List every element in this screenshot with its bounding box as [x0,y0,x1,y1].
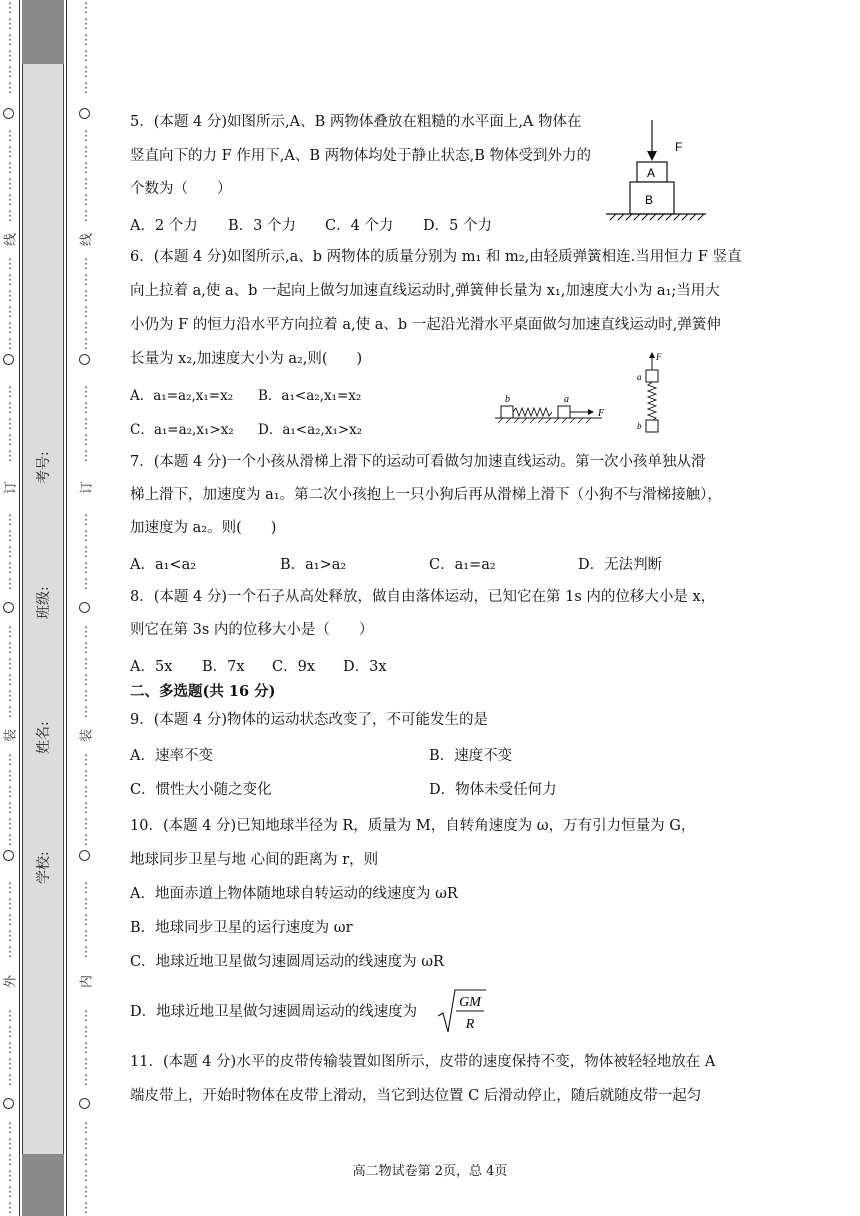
binding-dot-mark: ⋮ [3,177,17,192]
binding-dot-mark: ⋮ [3,209,17,224]
q6-label-b: b [505,394,510,405]
q10-option-d: D．地球近地卫星做匀速圆周运动的线速度为 [130,1004,418,1020]
q6-label-a: a [564,394,569,405]
binding-dot-mark: ⋮ [79,81,93,96]
section-title-multiple-choice: 二、多选题(共 16 分) [130,683,276,700]
q9-option-c: C．惯性大小随之变化 [130,782,272,798]
binding-dot-mark: ⋮ [3,33,17,48]
binding-dot-mark: ⋮ [3,1169,17,1184]
binding-dot-mark: ⋮ [79,129,93,144]
binding-dot-mark: ⋮ [3,769,17,784]
binding-dot-mark: ⋮ [79,65,93,80]
binding-dot-mark: ⋮ [79,577,93,592]
binding-strip [22,0,64,1216]
binding-dot-mark: ⋮ [79,625,93,640]
q7-option-b: B．a₁>a₂ [280,557,347,573]
binding-dot-mark: ⋮ [79,33,93,48]
binding-dot-mark: ⋮ [79,193,93,208]
binding-dot-mark: ⋮ [3,257,17,272]
q6-line3: 小仍为 F 的恒力沿水平方向拉着 a,使 a、b 一起沿光滑水平桌面做匀加速直线运动时,弹簧伸 [130,317,721,333]
binding-dot-mark: ⋮ [79,897,93,912]
binding-dot-mark: ⋮ [3,1185,17,1200]
inner-char-zhuang: 装 [79,729,95,743]
q6-option-a: A．a₁=a₂,x₁=x₂ [130,388,234,404]
binding-dot-mark: ⋮ [3,1121,17,1136]
binding-dot-mark: ⋮ [79,1041,93,1056]
binding-dot-mark: ⋮ [3,1137,17,1152]
binding-dot-mark: ⋮ [79,913,93,928]
binding-dot-mark: ⋮ [79,1137,93,1152]
binding-dot-mark: ⋮ [3,417,17,432]
binding-dot-mark: ⋮ [3,49,17,64]
q9-option-a: A．速率不变 [130,748,213,764]
binding-dot-mark: ⋮ [79,401,93,416]
q9-line1: 9．(本题 4 分)物体的运动状态改变了，不可能发生的是 [130,712,488,728]
binding-dot-mark: ⋮ [3,689,17,704]
inner-char-ding: 订 [79,481,95,495]
binding-dot-mark: ⋮ [79,433,93,448]
binding-dot-mark: ⋮ [79,321,93,336]
binding-dot-mark: ⋮ [3,17,17,32]
binding-dot-mark: ⋮ [3,673,17,688]
binding-dot-mark: ⋮ [79,673,93,688]
binding-dot-mark: ⋮ [3,1009,17,1024]
binding-dot-mark: ⋮ [3,145,17,160]
inner-char-xian: 线 [79,233,95,247]
binding-dot-mark: ⋮ [79,449,93,464]
binding-dot-mark: ⋮ [3,641,17,656]
binding-dot-mark: ⋮ [3,161,17,176]
binding-hole-circle [79,354,90,365]
binding-dot-mark: ⋮ [3,129,17,144]
binding-dot-mark: ⋮ [79,1201,93,1216]
binding-dot-mark: ⋮ [3,929,17,944]
binding-dot-mark: ⋮ [79,209,93,224]
binding-dot-mark: ⋮ [79,529,93,544]
q10-option-a: A．地面赤道上物体随地球自转运动的线速度为 ωR [130,886,458,902]
binding-dot-mark: ⋮ [3,529,17,544]
q8-option-b: B．7x [202,659,245,675]
q5-line3: 个数为（ ） [130,181,232,197]
binding-dot-mark: ⋮ [3,1025,17,1040]
binding-dot-mark: ⋮ [79,641,93,656]
binding-dot-mark: ⋮ [79,17,93,32]
inner-char-nei: 内 [79,975,95,989]
q6-label-f: F [598,408,605,419]
binding-dot-mark: ⋮ [79,257,93,272]
q6-option-b: B．a₁<a₂,x₁=x₂ [258,388,362,404]
q6-spring-figure [490,350,680,435]
binding-hole-circle [3,108,14,119]
binding-dot-mark: ⋮ [3,577,17,592]
q10-line1: 10．(本题 4 分)已知地球半径为 R，质量为 M，自转角速度为 ω，万有引力恒量为 G， [130,818,696,834]
binding-dot-mark: ⋮ [79,1,93,16]
binding-dot-mark: ⋮ [3,385,17,400]
binding-dot-mark: ⋮ [3,513,17,528]
binding-dot-mark: ⋮ [3,801,17,816]
q6-line4: 长量为 x₂,加速度大小为 a₂,则( ) [130,351,363,367]
binding-dot-mark: ⋮ [79,801,93,816]
label-class: 班级: [36,586,52,619]
binding-line-right [66,0,67,1216]
q5-line1: 5．(本题 4 分)如图所示,A、B 两物体叠放在粗糙的水平面上,A 物体在 [130,114,582,130]
q8-option-c: C．9x [272,659,315,675]
q5-block-a-label: A [647,166,656,180]
binding-dot-mark: ⋮ [79,945,93,960]
binding-dot-mark: ⋮ [79,417,93,432]
q7-option-c: C．a₁=a₂ [429,557,496,573]
outer-char-ding: 订 [3,481,19,495]
binding-dot-mark: ⋮ [3,945,17,960]
binding-dot-mark: ⋮ [79,1057,93,1072]
binding-dot-mark: ⋮ [3,449,17,464]
binding-dot-mark: ⋮ [79,1153,93,1168]
binding-hole-circle [79,108,90,119]
binding-dot-mark: ⋮ [3,65,17,80]
outer-char-xian: 线 [3,233,19,247]
q8-option-d: D．3x [343,659,387,675]
binding-dot-mark: ⋮ [3,897,17,912]
binding-line-left [19,0,20,1216]
binding-dot-mark: ⋮ [3,545,17,560]
outer-char-wai: 外 [3,975,19,989]
q5-stacked-blocks-figure [600,115,715,227]
label-examno: 考号: [36,451,52,484]
binding-dot-mark: ⋮ [79,1169,93,1184]
binding-dot-mark: ⋮ [3,289,17,304]
binding-dot-mark: ⋮ [79,561,93,576]
q7-option-a: A．a₁<a₂ [130,557,197,573]
q8-option-a: A．5x [130,659,173,675]
q11-line1: 11．(本题 4 分)水平的皮带传输装置如图所示，皮带的速度保持不变，物体被轻轻地放在 A [130,1054,716,1070]
label-name: 姓名: [36,721,52,754]
q7-line1: 7．(本题 4 分)一个小孩从滑梯上滑下的运动可看做匀加速直线运动。第一次小孩单独从滑 [130,454,706,470]
binding-dot-mark: ⋮ [79,145,93,160]
q6-line2: 向上拉着 a,使 a、b 一起向上做匀加速直线运动时,弹簧伸长量为 x₁,加速度大小为 a₁;当用大 [130,283,720,299]
strip-inner [22,64,64,1154]
q8-line1: 8．(本题 4 分)一个石子从高处释放，做自由落体运动，已知它在第 1s 内的位移大小是 x， [130,589,716,605]
binding-dot-mark: ⋮ [3,657,17,672]
binding-dot-mark: ⋮ [79,769,93,784]
svg-text:b: b [637,421,642,431]
q5-option-b: B．3 个力 [228,218,296,234]
page-footer: 高二物试卷第 2页，总 4页 [352,1164,508,1179]
binding-dot-mark: ⋮ [3,561,17,576]
binding-dot-mark: ⋮ [3,1041,17,1056]
label-school: 学校: [36,851,52,884]
q10-fraction-denominator: R [465,1017,475,1032]
q10-option-b: B．地球同步卫星的运行速度为 ωr [130,920,353,936]
binding-dot-mark: ⋮ [3,1073,17,1088]
binding-hole-circle [3,354,14,365]
binding-dot-mark: ⋮ [79,705,93,720]
binding-dot-mark: ⋮ [79,689,93,704]
binding-dot-mark: ⋮ [79,881,93,896]
binding-hole-circle [79,602,90,613]
binding-hole-circle [79,1098,90,1109]
binding-dot-mark: ⋮ [3,273,17,288]
binding-dot-mark: ⋮ [79,929,93,944]
q8-line2: 则它在第 3s 内的位移大小是（ ） [130,622,374,638]
binding-dot-mark: ⋮ [79,1073,93,1088]
binding-dot-mark: ⋮ [3,625,17,640]
svg-text:a: a [637,372,642,382]
q5-block-b-label: B [645,193,654,207]
q10-sqrt-gm-over-r [436,986,488,1038]
binding-dot-mark: ⋮ [3,401,17,416]
strip-dark-top [22,0,64,64]
binding-dot-mark: ⋮ [79,1025,93,1040]
binding-hole-circle [3,602,14,613]
binding-dot-mark: ⋮ [79,753,93,768]
binding-hole-circle [3,1098,14,1109]
binding-dot-mark: ⋮ [3,81,17,96]
binding-dot-mark: ⋮ [3,1057,17,1072]
svg-text:F: F [656,352,662,362]
binding-dot-mark: ⋮ [3,753,17,768]
binding-dot-mark: ⋮ [3,817,17,832]
binding-dot-mark: ⋮ [79,305,93,320]
binding-dot-mark: ⋮ [79,289,93,304]
q5-option-d: D．5 个力 [423,218,492,234]
q7-option-d: D．无法判断 [578,557,663,573]
q5-line2: 竖直向下的力 F 作用下,A、B 两物体均处于静止状态,B 物体受到外力的 [130,148,591,164]
binding-dot-mark: ⋮ [3,305,17,320]
q5-force-label: F [675,140,683,154]
binding-dot-mark: ⋮ [3,1201,17,1216]
binding-dot-mark: ⋮ [79,273,93,288]
binding-dot-mark: ⋮ [79,1185,93,1200]
binding-dot-mark: ⋮ [3,705,17,720]
q6-line1: 6．(本题 4 分)如图所示,a、b 两物体的质量分别为 m₁ 和 m₂,由轻质弹簧相连.当用恒力 F 竖直 [130,249,742,265]
binding-dot-mark: ⋮ [79,49,93,64]
binding-dot-mark: ⋮ [79,177,93,192]
q6-option-d: D．a₁<a₂,x₁>x₂ [258,422,363,438]
binding-dot-mark: ⋮ [3,785,17,800]
q10-option-c: C．地球近地卫星做匀速圆周运动的线速度为 ωR [130,954,444,970]
q10-fraction-numerator: GM [459,995,481,1010]
binding-dot-mark: ⋮ [79,817,93,832]
binding-dot-mark: ⋮ [79,1121,93,1136]
binding-dot-mark: ⋮ [3,1,17,16]
binding-dot-mark: ⋮ [3,881,17,896]
binding-dot-mark: ⋮ [3,833,17,848]
q9-option-b: B．速度不变 [429,748,513,764]
q7-line2: 梯上滑下，加速度为 a₁。第二次小孩抱上一只小狗后再从滑梯上滑下（小狗不与滑梯接触）， [130,487,722,503]
binding-dot-mark: ⋮ [79,833,93,848]
binding-dot-mark: ⋮ [3,321,17,336]
binding-dot-mark: ⋮ [79,657,93,672]
binding-dot-mark: ⋮ [3,337,17,352]
binding-dot-mark: ⋮ [79,545,93,560]
q11-line2: 端皮带上，开始时物体在皮带上滑动，当它到达位置 C 后滑动停止，随后就随皮带一起匀 [130,1088,702,1104]
q10-line2: 地球同步卫星与地 心间的距离为 r，则 [130,852,379,868]
outer-char-zhuang: 装 [3,729,19,743]
binding-dot-mark: ⋮ [79,161,93,176]
q7-line3: 加速度为 a₂。则( ) [130,520,277,536]
binding-dot-mark: ⋮ [79,1009,93,1024]
binding-dot-mark: ⋮ [3,913,17,928]
q6-option-c: C．a₁=a₂,x₁>x₂ [130,422,234,438]
q5-option-c: C．4 个力 [325,218,394,234]
binding-dot-mark: ⋮ [3,433,17,448]
binding-dot-mark: ⋮ [79,785,93,800]
q9-option-d: D．物体未受任何力 [429,782,557,798]
binding-hole-circle [3,850,14,861]
q5-option-a: A．2 个力 [130,218,198,234]
binding-dot-mark: ⋮ [3,1153,17,1168]
binding-dot-mark: ⋮ [79,513,93,528]
binding-dot-mark: ⋮ [79,337,93,352]
binding-dot-mark: ⋮ [3,193,17,208]
binding-dot-mark: ⋮ [79,385,93,400]
binding-hole-circle [79,850,90,861]
